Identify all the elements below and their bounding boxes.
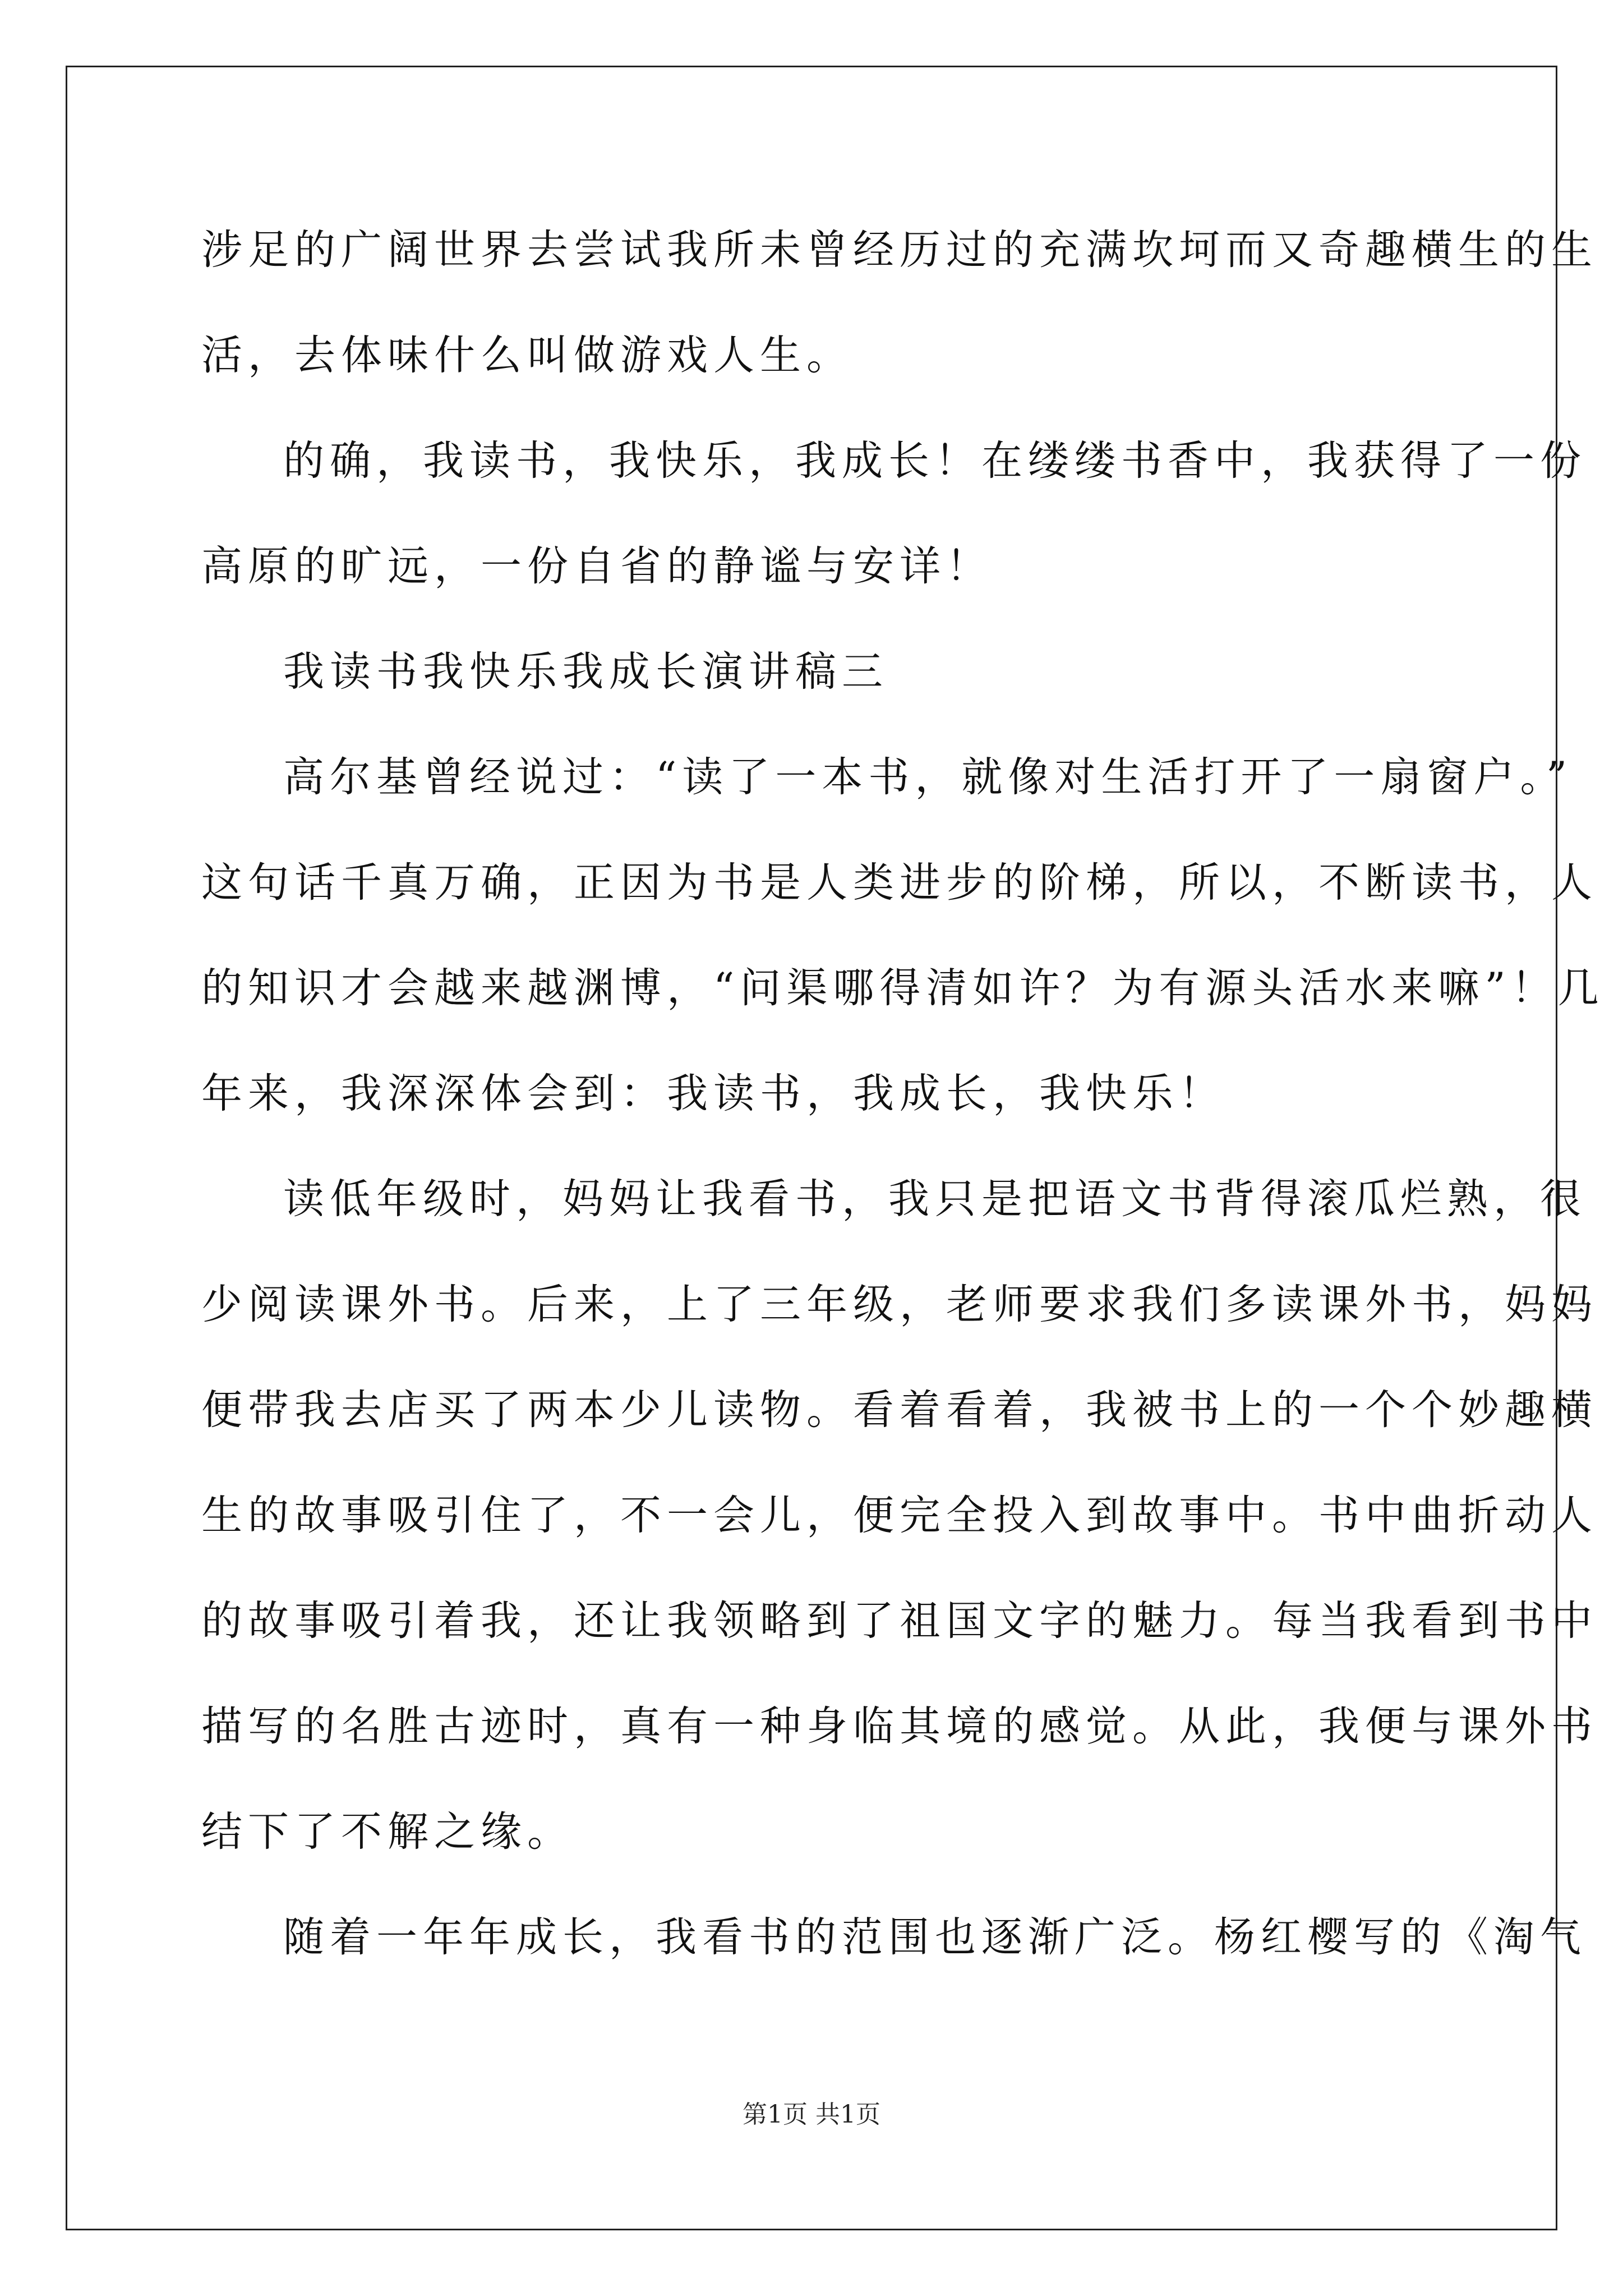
text-line-11: 少阅读课外书。后来，上了三年级，老师要求我们多读课外书，妈妈 — [201, 1281, 1598, 1328]
text-line-14: 的故事吸引着我，还让我领略到了祖国文字的魅力。每当我看到书中 — [201, 1597, 1598, 1645]
text-line-17: 随着一年年成长，我看书的范围也逐渐广泛。杨红樱写的《淘气 — [283, 1913, 1587, 1961]
text-line-13: 生的故事吸引住了，不一会儿，便完全投入到故事中。书中曲折动人 — [201, 1492, 1598, 1539]
text-line-16: 结下了不解之缘。 — [201, 1808, 574, 1856]
text-line-12: 便带我去店买了两本少儿读物。看着看着，我被书上的一个个妙趣横 — [201, 1386, 1598, 1434]
section-title: 我读书我快乐我成长演讲稿三 — [283, 648, 888, 696]
page-footer: 第1页 共1页 — [743, 2100, 880, 2129]
text-line-6: 高尔基曾经说过：“读了一本书，就像对生活打开了一扇窗户。” — [283, 753, 1573, 801]
text-line-2: 活，去体味什么叫做游戏人生。 — [201, 332, 853, 379]
text-line-10: 读低年级时，妈妈让我看书，我只是把语文书背得滚瓜烂熟，很 — [283, 1175, 1587, 1223]
text-line-7: 这句话千真万确，正因为书是人类进步的阶梯，所以，不断读书，人 — [201, 859, 1598, 907]
text-line-1: 涉足的广阔世界去尝试我所未曾经历过的充满坎坷而又奇趣横生的生 — [201, 226, 1598, 274]
text-line-9: 年来，我深深体会到：我读书，我成长，我快乐！ — [201, 1070, 1225, 1117]
text-line-8: 的知识才会越来越渊博，“问渠哪得清如许？为有源头活水来嘛”！几 — [201, 964, 1604, 1012]
text-line-15: 描写的名胜古迹时，真有一种身临其境的感觉。从此，我便与课外书 — [201, 1703, 1598, 1750]
text-line-4: 高原的旷远，一份自省的静谧与安详！ — [201, 542, 993, 590]
document-body — [201, 218, 1604, 2010]
text-line-3: 的确，我读书，我快乐，我成长！在缕缕书香中，我获得了一份 — [283, 437, 1587, 485]
